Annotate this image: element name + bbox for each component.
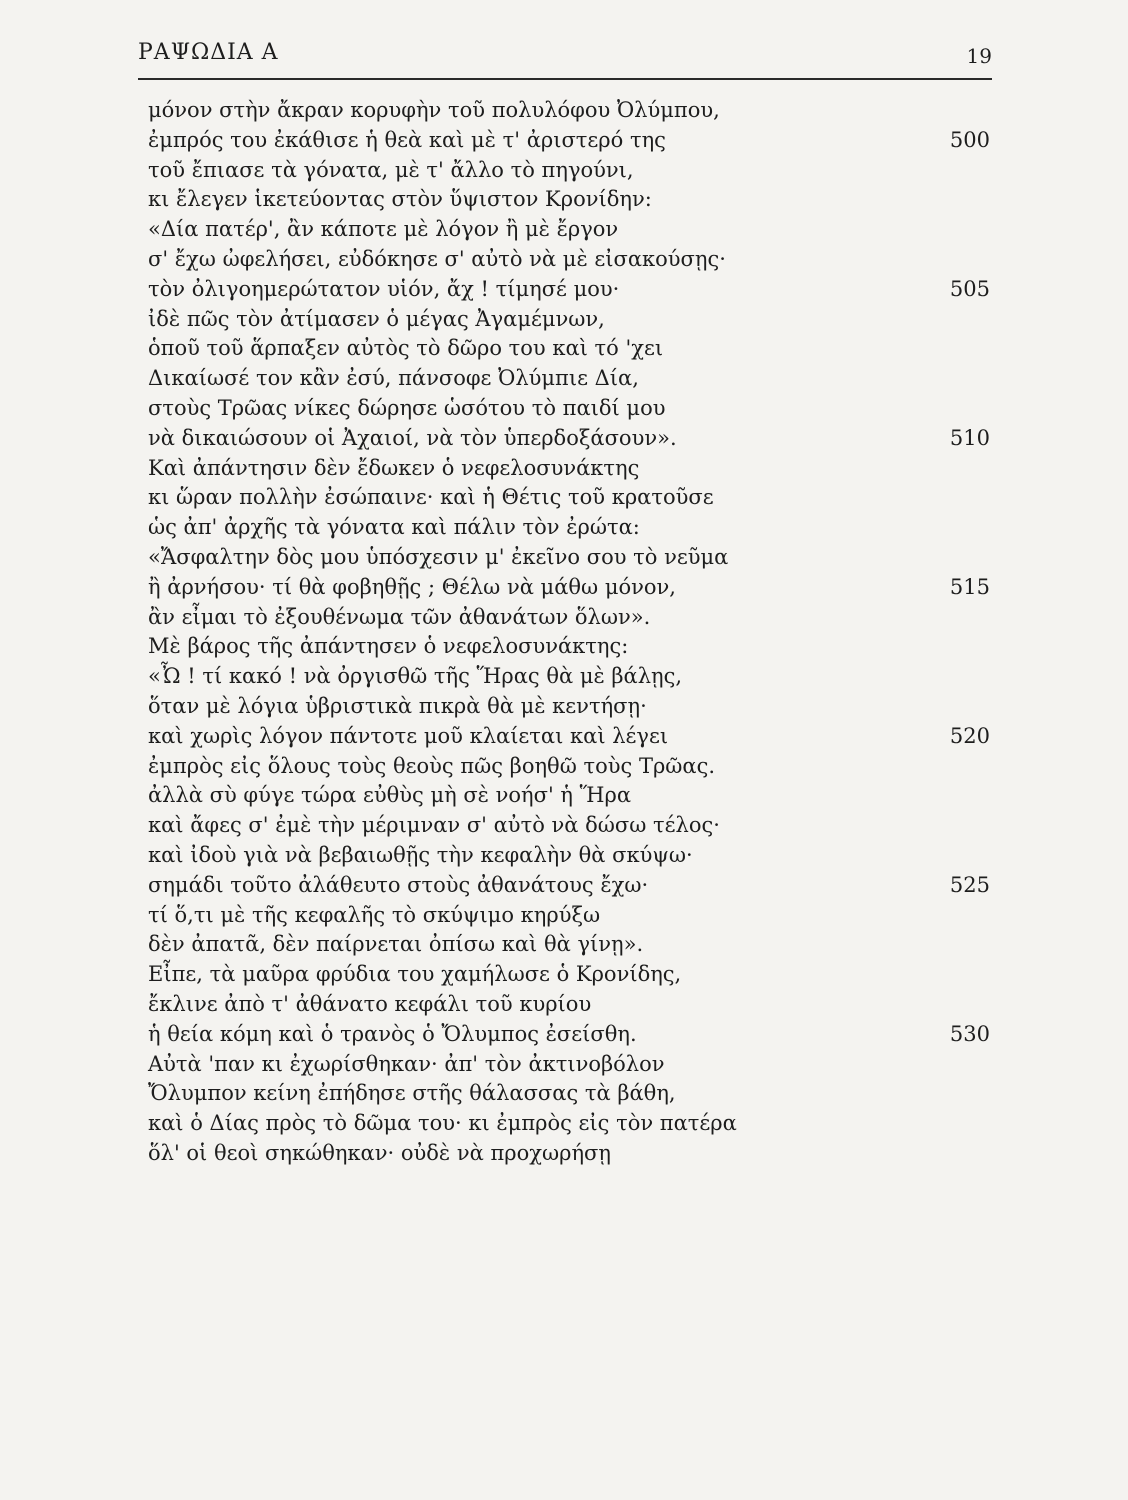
verse-line	[148, 990, 990, 1020]
verse-line	[148, 215, 990, 245]
page-header	[138, 40, 992, 80]
verse-line	[148, 752, 990, 782]
verse-text: Δικαίωσέ τον κἂν ἐσύ, πάνσοφε Ὀλύμπιε Δία,	[148, 366, 639, 391]
page-number: 19	[966, 44, 992, 68]
verse-text: Εἶπε, τὰ μαῦρα φρύδια του χαμήλωσε ὁ Κρονίδης,	[148, 962, 682, 987]
verse-line	[148, 722, 990, 752]
verse-text: κι ὥραν πολλὴν ἐσώπαινε· καὶ ἡ Θέτις τοῦ κρατοῦσε	[148, 485, 714, 510]
verse-text: δὲν ἀπατᾶ, δὲν παίρνεται ὀπίσω καὶ θὰ γίνῃ».	[148, 932, 644, 957]
verse-text: σ' ἔχω ὠφελήσει, εὐδόκησε σ' αὐτὸ νὰ μὲ εἰσακούσῃς·	[148, 246, 726, 271]
verse-line	[148, 1050, 990, 1080]
verse-line	[148, 513, 990, 543]
verse-text: μόνον στὴν ἄκραν κορυφὴν τοῦ πολυλόφου Ὀλύμπου,	[148, 98, 720, 122]
verse-line	[148, 275, 990, 305]
verse-text: ἰδὲ πῶς τὸν ἀτίμασεν ὁ μέγας Ἀγαμέμνων,	[148, 306, 605, 331]
verse-line	[148, 454, 990, 484]
verse-line	[148, 245, 990, 275]
verse-text: «Δία πατέρ', ἂν κάποτε μὲ λόγον ἢ μὲ ἔργον	[148, 217, 619, 242]
verse-number: 505	[949, 276, 990, 301]
verse-line	[148, 1079, 990, 1109]
verse-line	[148, 930, 990, 960]
verse-number: 520	[949, 723, 990, 748]
verse-text: ὡς ἀπ' ἀρχῆς τὰ γόνατα καὶ πάλιν τὸν ἐρώτα:	[148, 515, 640, 540]
verse-text: ἡ θεία κόμη καὶ ὁ τρανὸς ὁ Ὄλυμπος ἐσείσθη.	[148, 1021, 637, 1046]
verse-block	[148, 96, 990, 1169]
verse-line	[148, 692, 990, 722]
verse-text: ὁποῦ τοῦ ἅρπαξεν αὐτὸς τὸ δῶρο του καὶ τό 'χει	[148, 336, 664, 361]
verse-text: καὶ ὁ Δίας πρὸς τὸ δῶμα του· κι ἐμπρὸς εἰς τὸν πατέρα	[148, 1111, 737, 1136]
verse-text: καὶ χωρὶς λόγον πάντοτε μοῦ κλαίεται καὶ λέγει	[148, 723, 669, 748]
verse-line	[148, 483, 990, 513]
verse-text: ἢ ἀρνήσου· τί θὰ φοβηθῇς ; Θέλω νὰ μάθω μόνον,	[148, 574, 676, 599]
verse-line	[148, 781, 990, 811]
verse-line	[148, 573, 990, 603]
verse-text: Αὐτὰ 'παν κι ἐχωρίσθηκαν· ἀπ' τὸν ἀκτινοβόλον	[148, 1051, 665, 1076]
verse-text: ὅταν μὲ λόγια ὑβριστικὰ πικρὰ θὰ μὲ κεντήσῃ·	[148, 693, 647, 718]
verse-text: τοῦ ἔπιασε τὰ γόνατα, μὲ τ' ἄλλο τὸ πηγούνι,	[148, 157, 634, 182]
running-title: ΡΑΨΩΔΙΑ Α	[138, 40, 279, 65]
verse-text: σημάδι τοῦτο ἀλάθευτο στοὺς ἀθανάτους ἔχω·	[148, 872, 649, 897]
verse-text: ἐμπρός του ἐκάθισε ἡ θεὰ καὶ μὲ τ' ἀριστερό της	[148, 127, 666, 152]
verse-line	[148, 960, 990, 990]
verse-line	[148, 126, 990, 156]
verse-text: ἐμπρὸς εἰς ὅλους τοὺς θεοὺς πῶς βοηθῶ τοὺς Τρῶας.	[148, 753, 716, 778]
verse-text: «Ὦ ! τί κακό ! νὰ ὀργισθῶ τῆς Ἥρας θὰ μὲ βάλῃς,	[148, 664, 683, 689]
verse-line	[148, 543, 990, 573]
verse-text: στοὺς Τρῶας νίκες δώρησε ὡσότου τὸ παιδί μου	[148, 395, 666, 420]
verse-line	[148, 156, 990, 186]
verse-line	[148, 394, 990, 424]
verse-line	[148, 424, 990, 454]
verse-line	[148, 871, 990, 901]
verse-text: «Ἄσφαλτην δὸς μου ὑπόσχεσιν μ' ἐκεῖνο σου τὸ νεῦμα	[148, 544, 729, 569]
verse-line	[148, 185, 990, 215]
verse-text: Μὲ βάρος τῆς ἀπάντησεν ὁ νεφελοσυνάκτης:	[148, 634, 629, 659]
verse-text: ὅλ' οἱ θεοὶ σηκώθηκαν· οὐδὲ νὰ προχωρήσῃ	[148, 1140, 611, 1165]
verse-number: 500	[949, 127, 990, 152]
verse-text: Καὶ ἀπάντησιν δὲν ἔδωκεν ὁ νεφελοσυνάκτης	[148, 455, 640, 480]
verse-line	[148, 305, 990, 335]
verse-text: ἂν εἶμαι τὸ ἐξουθένωμα τῶν ἀθανάτων ὅλων».	[148, 604, 651, 629]
verse-number: 510	[949, 425, 990, 450]
verse-line	[148, 841, 990, 871]
verse-line	[148, 364, 990, 394]
verse-line	[148, 603, 990, 633]
verse-text: νὰ δικαιώσουν οἱ Ἀχαιοί, νὰ τὸν ὑπερδοξάσουν».	[148, 425, 677, 450]
verse-line	[148, 811, 990, 841]
verse-line	[148, 334, 990, 364]
verse-text: Ὄλυμπον κείνη ἐπήδησε στῆς θάλασσας τὰ βάθη,	[148, 1081, 676, 1106]
verse-text: κι ἔλεγεν ἱκετεύοντας στὸν ὕψιστον Κρονίδην:	[148, 187, 652, 212]
verse-line	[148, 1139, 990, 1169]
verse-line	[148, 1109, 990, 1139]
verse-text: τὸν ὀλιγοημερώτατον υἱόν, ἄχ ! τίμησέ μου·	[148, 276, 620, 301]
verse-number: 515	[949, 574, 990, 599]
verse-number: 530	[949, 1021, 990, 1046]
verse-text: ἔκλινε ἀπὸ τ' ἀθάνατο κεφάλι τοῦ κυρίου	[148, 991, 592, 1016]
verse-text: τί ὅ,τι μὲ τῆς κεφαλῆς τὸ σκύψιμο κηρύξω	[148, 902, 601, 927]
verse-text: καὶ ἰδοὺ γιὰ νὰ βεβαιωθῇς τὴν κεφαλὴν θὰ σκύψω·	[148, 842, 693, 867]
verse-text: καὶ ἄφες σ' ἐμὲ τὴν μέριμναν σ' αὐτὸ νὰ δώσω τέλος·	[148, 813, 720, 838]
verse-line	[148, 901, 990, 931]
verse-line	[148, 96, 990, 126]
verse-text: ἀλλὰ σὺ φύγε τώρα εὐθὺς μὴ σὲ νοήσ' ἡ Ἥρα	[148, 783, 632, 808]
verse-line	[148, 662, 990, 692]
verse-line	[148, 1020, 990, 1050]
verse-line	[148, 632, 990, 662]
verse-number: 525	[949, 872, 990, 897]
